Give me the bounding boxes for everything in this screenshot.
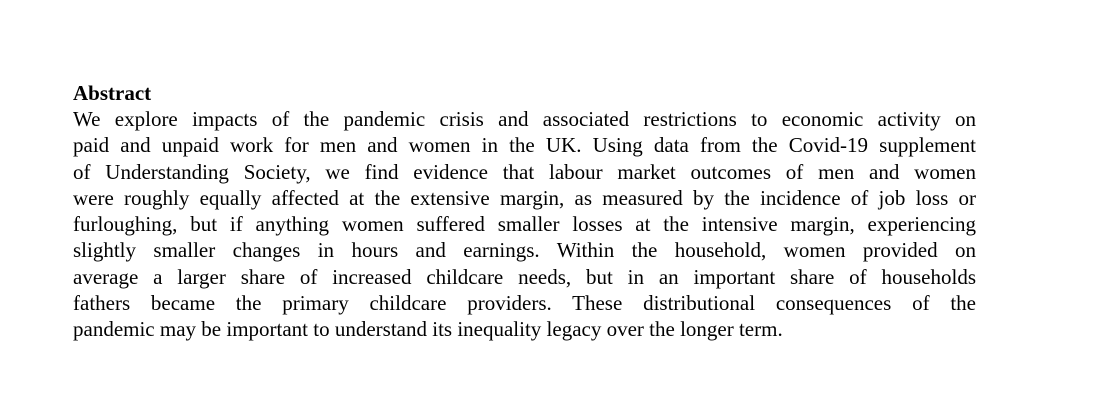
abstract-line: slightly smaller changes in hours and earnings. Within the household, women provided on <box>73 238 976 263</box>
abstract-line: average a larger share of increased childcare needs, but in an important share of households <box>73 264 976 289</box>
abstract-line: furloughing, but if anything women suffered smaller losses at the intensive margin, experiencing <box>73 212 976 237</box>
abstract-heading: Abstract <box>73 81 152 105</box>
abstract-body <box>73 106 976 343</box>
abstract-line: paid and unpaid work for men and women in the UK. Using data from the Covid-19 supplement <box>73 133 976 158</box>
abstract-section <box>73 80 976 343</box>
abstract-line: fathers became the primary childcare providers. These distributional consequences of the <box>73 291 976 316</box>
abstract-line: pandemic may be important to understand its inequality legacy over the longer term. <box>73 317 783 342</box>
abstract-line: of Understanding Society, we find evidence that labour market outcomes of men and women <box>73 159 976 184</box>
abstract-line: We explore impacts of the pandemic crisis and associated restrictions to economic activity on <box>73 107 976 131</box>
abstract-line: were roughly equally affected at the extensive margin, as measured by the incidence of job loss or <box>73 185 976 210</box>
